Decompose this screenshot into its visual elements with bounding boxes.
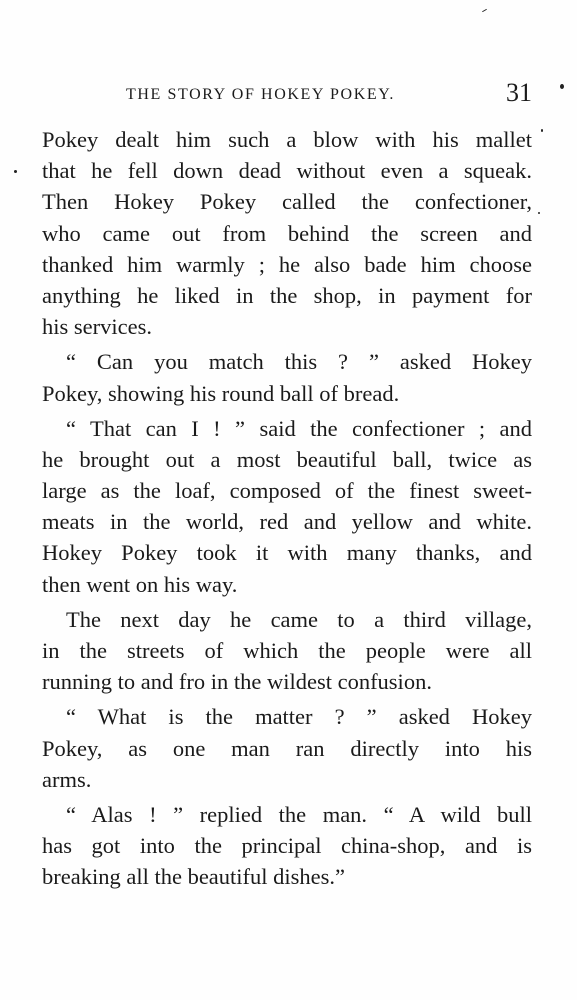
print-speck bbox=[538, 212, 540, 214]
text-line: large as the loaf, composed of the finest sweet- bbox=[42, 478, 532, 504]
print-speck bbox=[560, 84, 564, 89]
text-line: The next day he came to a third village, bbox=[66, 606, 532, 632]
text-line: Pokey, as one man ran directly into his bbox=[42, 735, 532, 761]
text-line: running to and fro in the wildest confusion. bbox=[42, 669, 432, 695]
text-line: arms. bbox=[42, 766, 92, 792]
text-line: breaking all the beautiful dishes.” bbox=[42, 864, 346, 890]
page-number: 31 bbox=[506, 78, 532, 107]
print-speck bbox=[541, 129, 543, 132]
page-header bbox=[42, 78, 532, 112]
text-line: “ Can you match this ? ” asked Hokey bbox=[66, 349, 532, 375]
running-title: THE STORY OF HOKEY POKEY. bbox=[126, 86, 395, 103]
text-line: Pokey, showing his round ball of bread. bbox=[42, 380, 400, 406]
text-line: who came out from behind the screen and bbox=[42, 220, 532, 246]
text-line: Hokey Pokey took it with many thanks, and bbox=[42, 540, 532, 566]
text-line: he brought out a most beautiful ball, twice as bbox=[42, 446, 532, 472]
text-line: Pokey dealt him such a blow with his mallet bbox=[42, 127, 532, 152]
text-line: meats in the world, red and yellow and white. bbox=[42, 509, 532, 535]
body-text bbox=[42, 124, 532, 893]
text-line: Then Hokey Pokey called the confectioner, bbox=[42, 189, 532, 215]
text-line: anything he liked in the shop, in payment for bbox=[42, 282, 532, 308]
text-line: his services. bbox=[42, 314, 152, 340]
text-line: “ That can I ! ” said the confectioner ; and bbox=[66, 415, 532, 441]
text-line: thanked him warmly ; he also bade him choose bbox=[42, 251, 532, 277]
text-line: that he fell down dead without even a squeak. bbox=[42, 158, 532, 184]
print-speck bbox=[482, 9, 487, 12]
text-line: “ Alas ! ” replied the man. “ A wild bull bbox=[66, 801, 532, 827]
text-line: “ What is the matter ? ” asked Hokey bbox=[66, 704, 532, 730]
print-speck bbox=[14, 170, 17, 173]
text-line: then went on his way. bbox=[42, 571, 238, 597]
text-line: has got into the principal china-shop, and is bbox=[42, 833, 532, 859]
text-line: in the streets of which the people were all bbox=[42, 638, 532, 663]
